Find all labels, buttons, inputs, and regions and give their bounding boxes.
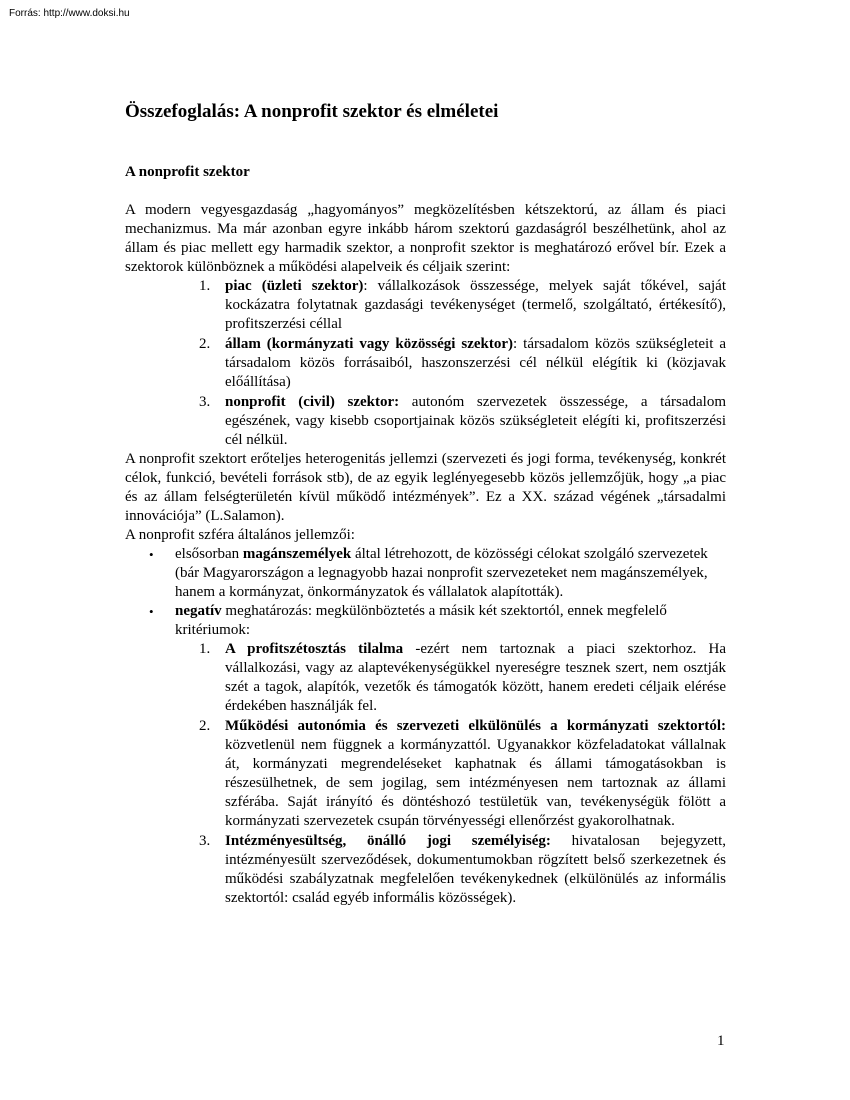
list-number: 3. bbox=[199, 394, 211, 410]
term-definition: autonóm szervezetek összessége, a társadalom egészének, vagy kisebb csoportjainak közös szükségleteit elégíti ki, profitszerzési cél nélkül. bbox=[225, 394, 726, 448]
page-title: Összefoglalás: A nonprofit szektor és elméletei bbox=[125, 101, 499, 122]
list-item bbox=[199, 335, 726, 392]
bullet-icon: • bbox=[149, 604, 154, 619]
document-body bbox=[125, 201, 726, 908]
list-item bbox=[199, 640, 726, 716]
list-number: 2. bbox=[199, 718, 211, 734]
term-bold: nonprofit (civil) szektor: bbox=[225, 394, 400, 410]
criteria-list bbox=[175, 640, 726, 908]
criterion-text: közvetlenül nem függnek a kormányzattól. Ugyanakkor közfeladatokat vállalnak át, kormányzati megrendeléseket kaphatnak és állami támogatásokban is részesülhetnek, de sem jogilag, sem intézményesen nem tartoznak az állami szférába. Saját irányító és döntéshozó testületük van, tevékenységük fölött a kormányzati szervezetek csupán törvényességi ellenőrzést gyakorolhatnak. bbox=[225, 737, 726, 829]
document-page bbox=[125, 100, 726, 906]
heterogeneity-paragraph: A nonprofit szektort erőteljes heterogenitás jellemzi (szervezeti és jogi forma, tevékenység, konkrét célok, funkció, bevételi források stb), de az egyik leglényegesebb közös jellemzőjük, hogy „a piac és az állam felségterületén kívül működő intézmények”. Ez a XX. század végének „társadalmi innovációja” (L.Salamon). bbox=[125, 451, 726, 524]
intro-paragraph: A modern vegyesgazdaság „hagyományos” megközelítésben kétszektorú, az állam és piaci mechanizmus. Ma már azonban egyre inkább három szektorú gazdaságról beszélhetünk, ahol az állam és piac mellett egy harmadik szektor, a nonprofit szektor is meghatározó erővel bír. Ezek a szektorok különböznek a működési alapelveik és céljaik szerint: bbox=[125, 202, 726, 275]
term-definition: : társadalom közös szükségleteit a társadalom közös forrásaiból, haszonszerzési cél nélkül elégítik ki (közjavak előállítása) bbox=[225, 336, 726, 390]
term-bold: piac (üzleti szektor) bbox=[225, 278, 364, 294]
list-item bbox=[199, 277, 726, 334]
sector-list bbox=[125, 277, 726, 450]
list-item bbox=[199, 717, 726, 831]
term-bold: állam (kormányzati vagy közösségi szektor) bbox=[225, 336, 514, 352]
page-number: 1 bbox=[717, 1033, 725, 1049]
term-bold: Működési autonómia és szervezeti elkülönülés a kormányzati szektortól: bbox=[225, 718, 726, 734]
source-url: Forrás: http://www.doksi.hu bbox=[9, 8, 130, 19]
list-item bbox=[149, 545, 726, 602]
list-number: 1. bbox=[199, 278, 211, 294]
bullet-prefix: elsősorban bbox=[175, 546, 243, 562]
list-number: 3. bbox=[199, 833, 211, 849]
section-heading: A nonprofit szektor bbox=[125, 164, 250, 180]
term-bold: A profitszétosztás tilalma bbox=[225, 641, 404, 657]
criterion-text: hivatalosan bejegyzett, intézményesült szerveződések, dokumentumokban rögzített belső szerkezetnek és működési szabályzatnak megfelelően tevékenykednek (elkülönülés az informális szektortól: család egyéb informális közösségek). bbox=[225, 833, 726, 906]
characteristics-intro: A nonprofit szféra általános jellemzői: bbox=[125, 527, 355, 543]
list-item bbox=[149, 602, 726, 908]
bullet-icon: • bbox=[149, 547, 154, 562]
list-item bbox=[199, 393, 726, 450]
list-item bbox=[199, 832, 726, 908]
bullet-text: meghatározás: megkülönböztetés a másik két szektortól, ennek megfelelő kritériumok: bbox=[175, 603, 667, 638]
criterion-text: -ezért nem tartoznak a piaci szektorhoz. Ha vállalkozási, vagy az alaptevékenységükkel nyereségre tesznek szert, nem osztják szét a tagok, alapítók, vezetők és támogatók között, hanem eredeti céljaik elérése érdekében használják fel. bbox=[225, 641, 726, 714]
term-bold: negatív bbox=[175, 603, 222, 619]
term-bold: magánszemélyek bbox=[242, 546, 352, 562]
characteristics-list bbox=[125, 545, 726, 908]
list-number: 1. bbox=[199, 641, 211, 657]
list-number: 2. bbox=[199, 336, 211, 352]
bullet-text: által létrehozott, de közösségi célokat szolgáló szervezetek (bár Magyarországon a legnagyobb hazai nonprofit szervezeteket nem magánszemélyek, hanem a kormányzat, önkormányzatok és vállalatok alapították). bbox=[175, 546, 708, 600]
term-definition: : vállalkozások összessége, melyek saját tőkével, saját kockázatra folytatnak gazdasági tevékenységet (termelő, szolgáltató, értékesítő), profitszerzési céllal bbox=[225, 278, 726, 332]
term-bold: Intézményesültség, önálló jogi személyiség: bbox=[225, 833, 551, 849]
